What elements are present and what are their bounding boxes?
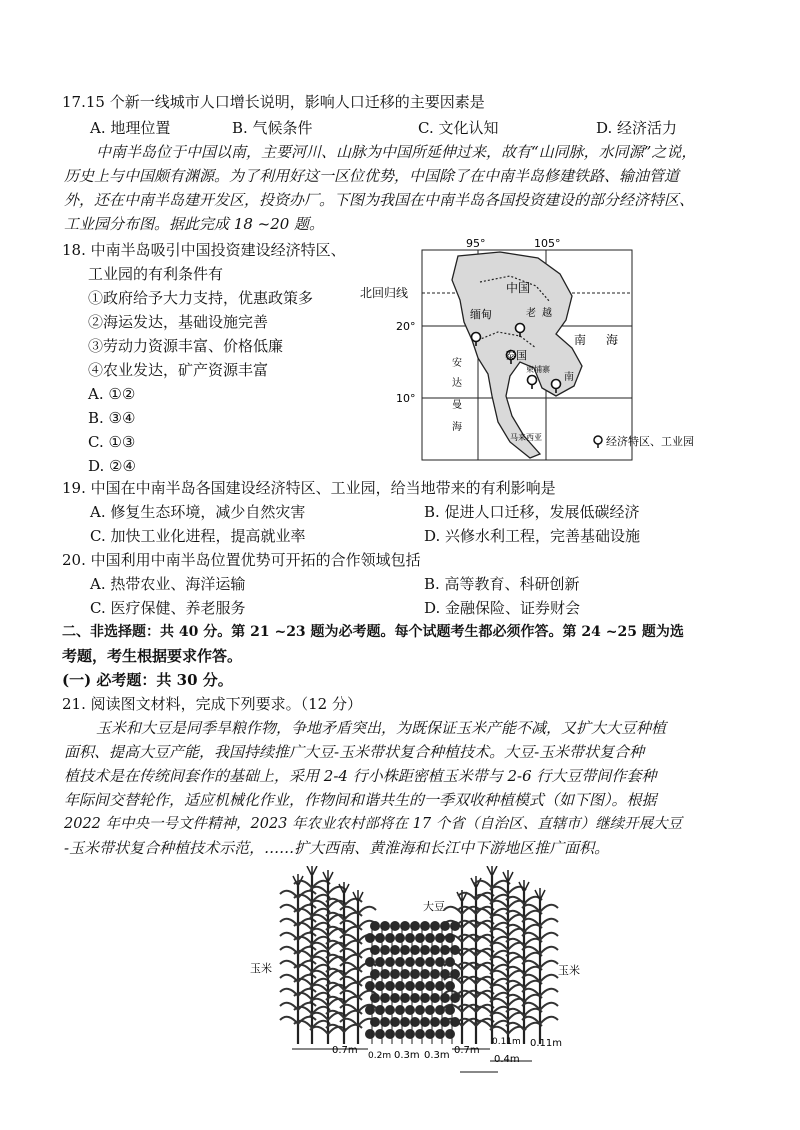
soybean-plants bbox=[365, 921, 460, 1044]
zone-marker-4 bbox=[528, 376, 537, 390]
thailand-label: 泰国 bbox=[505, 349, 527, 362]
q18-stem-line2: 工业园的有利条件有 bbox=[88, 265, 224, 283]
passage18-line4: 工业园分布图。据此完成 18 ~20 题。 bbox=[64, 215, 325, 233]
dim-0-11m-b: 0.11m bbox=[530, 1038, 563, 1049]
dim-0-4m: 0.4m bbox=[494, 1054, 520, 1065]
dim-0-2m: 0.2m bbox=[368, 1051, 392, 1061]
andaman-3: 曼 bbox=[452, 400, 462, 411]
q21-passage-2: 面积、提高大豆产能，我国持续推广大豆-玉米带状复合种植技术。大豆-玉米带状复合种 bbox=[64, 743, 645, 761]
q18-stem-line1: 18. 中南半岛吸引中国投资建设经济特区、 bbox=[62, 241, 346, 259]
q21-passage-4: 年际间交替轮作，适应机械化作业，作物间和谐共生的一季双收种植模式（如下图）。根据 bbox=[64, 791, 657, 809]
section2-sub: (一) 必考题：共 30 分。 bbox=[62, 671, 233, 689]
legend-label: 经济特区、工业园 bbox=[606, 435, 694, 448]
laos-label: 老 bbox=[526, 308, 536, 319]
q18-item-1: ①政府给予大力支持，优惠政策多 bbox=[88, 289, 314, 307]
corn-label-left: 玉米 bbox=[250, 962, 272, 975]
q19-option-a: A. 修复生态环境，减少自然灾害 bbox=[90, 503, 306, 521]
sea-label-2: 海 bbox=[606, 333, 619, 347]
q19-stem: 19. 中国在中南半岛各国建设经济特区、工业园，给当地带来的有利影响是 bbox=[62, 479, 556, 497]
dim-0-3m-b: 0.3m bbox=[424, 1050, 450, 1061]
q21-passage-3: 植技术是在传统间套作的基础上，采用 2-4 行小株距密植玉米带与 2-6 行大豆带间作套种 bbox=[64, 767, 657, 785]
q18-option-a: A. ①② bbox=[88, 385, 136, 403]
china-label: 中国 bbox=[506, 281, 531, 295]
dim-0-11m-a: 0.11m bbox=[492, 1037, 521, 1047]
cambodia-label: 柬埔寨 bbox=[526, 365, 550, 374]
q20-option-b: B. 高等教育、科研创新 bbox=[424, 575, 580, 593]
lon-label-95: 95° bbox=[466, 237, 486, 250]
q20-option-d: D. 金融保险、证券财会 bbox=[424, 599, 581, 617]
lon-label-105: 105° bbox=[534, 237, 561, 250]
corn-plants-left bbox=[280, 866, 376, 1044]
sea-label-1: 南 bbox=[574, 333, 587, 347]
q17-option-a: A. 地理位置 bbox=[90, 119, 171, 137]
strip-intercropping-diagram bbox=[240, 866, 580, 1076]
section2-line2: 考题，考生根据要求作答。 bbox=[62, 647, 243, 665]
q19-option-c: C. 加快工业化进程，提高就业率 bbox=[90, 527, 306, 545]
q21-passage-6: -玉米带状复合种植技术示范，……扩大西南、黄淮海和长江中下游地区推广面积。 bbox=[64, 839, 610, 857]
vietnam-label: 越 bbox=[542, 308, 552, 319]
q18-item-2: ②海运发达，基础设施完善 bbox=[88, 313, 269, 331]
q18-option-b: B. ③④ bbox=[88, 409, 136, 427]
q17-option-d: D. 经济活力 bbox=[596, 119, 678, 137]
q19-option-d: D. 兴修水利工程，完善基础设施 bbox=[424, 527, 641, 545]
q18-item-3: ③劳动力资源丰富、价格低廉 bbox=[88, 337, 284, 355]
myanmar-label: 缅甸 bbox=[470, 308, 492, 321]
q21-passage-1: 玉米和大豆是同季旱粮作物，争地矛盾突出，为既保证玉米产能不减，又扩大大豆种植 bbox=[96, 719, 667, 737]
q20-option-a: A. 热带农业、海洋运输 bbox=[90, 575, 246, 593]
q19-option-b: B. 促进人口迁移，发展低碳经济 bbox=[424, 503, 640, 521]
dim-0-7m-right: 0.7m bbox=[454, 1045, 480, 1056]
q20-option-c: C. 医疗保健、养老服务 bbox=[90, 599, 246, 617]
q20-stem: 20. 中国利用中南半岛位置优势可开拓的合作领域包括 bbox=[62, 551, 421, 569]
andaman-4: 海 bbox=[452, 422, 462, 433]
corn-label-right: 玉米 bbox=[558, 964, 580, 977]
q18-option-c: C. ①③ bbox=[88, 433, 136, 451]
indochina-map bbox=[360, 236, 720, 472]
q18-item-4: ④农业发达，矿产资源丰富 bbox=[88, 361, 269, 379]
legend-marker-icon bbox=[594, 436, 602, 448]
passage18-line1: 中南半岛位于中国以南，主要河川、山脉为中国所延伸过来，故有“山同脉，水同源”之说， bbox=[96, 143, 697, 161]
corn-plants-right bbox=[444, 866, 558, 1044]
q18-option-d: D. ②④ bbox=[88, 457, 136, 475]
tropic-label: 北回归线 bbox=[360, 286, 409, 300]
soybean-label: 大豆 bbox=[423, 900, 445, 913]
passage18-line2: 历史上与中国颇有渊源。为了利用好这一区位优势，中国除了在中南半岛修建铁路、输油管道 bbox=[64, 167, 680, 185]
vietnam-label-2: 南 bbox=[564, 372, 574, 383]
andaman-2: 达 bbox=[452, 378, 462, 389]
q21-stem: 21. 阅读图文材料，完成下列要求。（12 分） bbox=[62, 695, 362, 713]
lat-label-20: 20° bbox=[396, 320, 416, 333]
malaysia-label: 马来西亚 bbox=[510, 433, 542, 442]
section2-line1: 二、非选择题：共 40 分。第 21 ~23 题为必考题。每个试题考生都必须作答。第 24 ~25 题为选 bbox=[62, 624, 684, 640]
lat-label-10: 10° bbox=[396, 392, 416, 405]
q21-passage-5: 2022 年中央一号文件精神，2023 年农业农村部将在 17 个省（自治区、直辖市）继续开展大豆 bbox=[64, 816, 683, 832]
andaman-1: 安 bbox=[452, 358, 462, 369]
q17-option-b: B. 气候条件 bbox=[232, 119, 313, 137]
q17-stem: 17.15 个新一线城市人口增长说明，影响人口迁移的主要因素是 bbox=[62, 93, 485, 111]
q17-option-c: C. 文化认知 bbox=[418, 119, 499, 137]
passage18-line3: 外，还在中南半岛建开发区，投资办厂。下图为我国在中南半岛各国投资建设的部分经济特区、 bbox=[64, 191, 695, 209]
dim-0-3m-a: 0.3m bbox=[394, 1050, 420, 1061]
dim-0-7m-left: 0.7m bbox=[332, 1045, 358, 1056]
